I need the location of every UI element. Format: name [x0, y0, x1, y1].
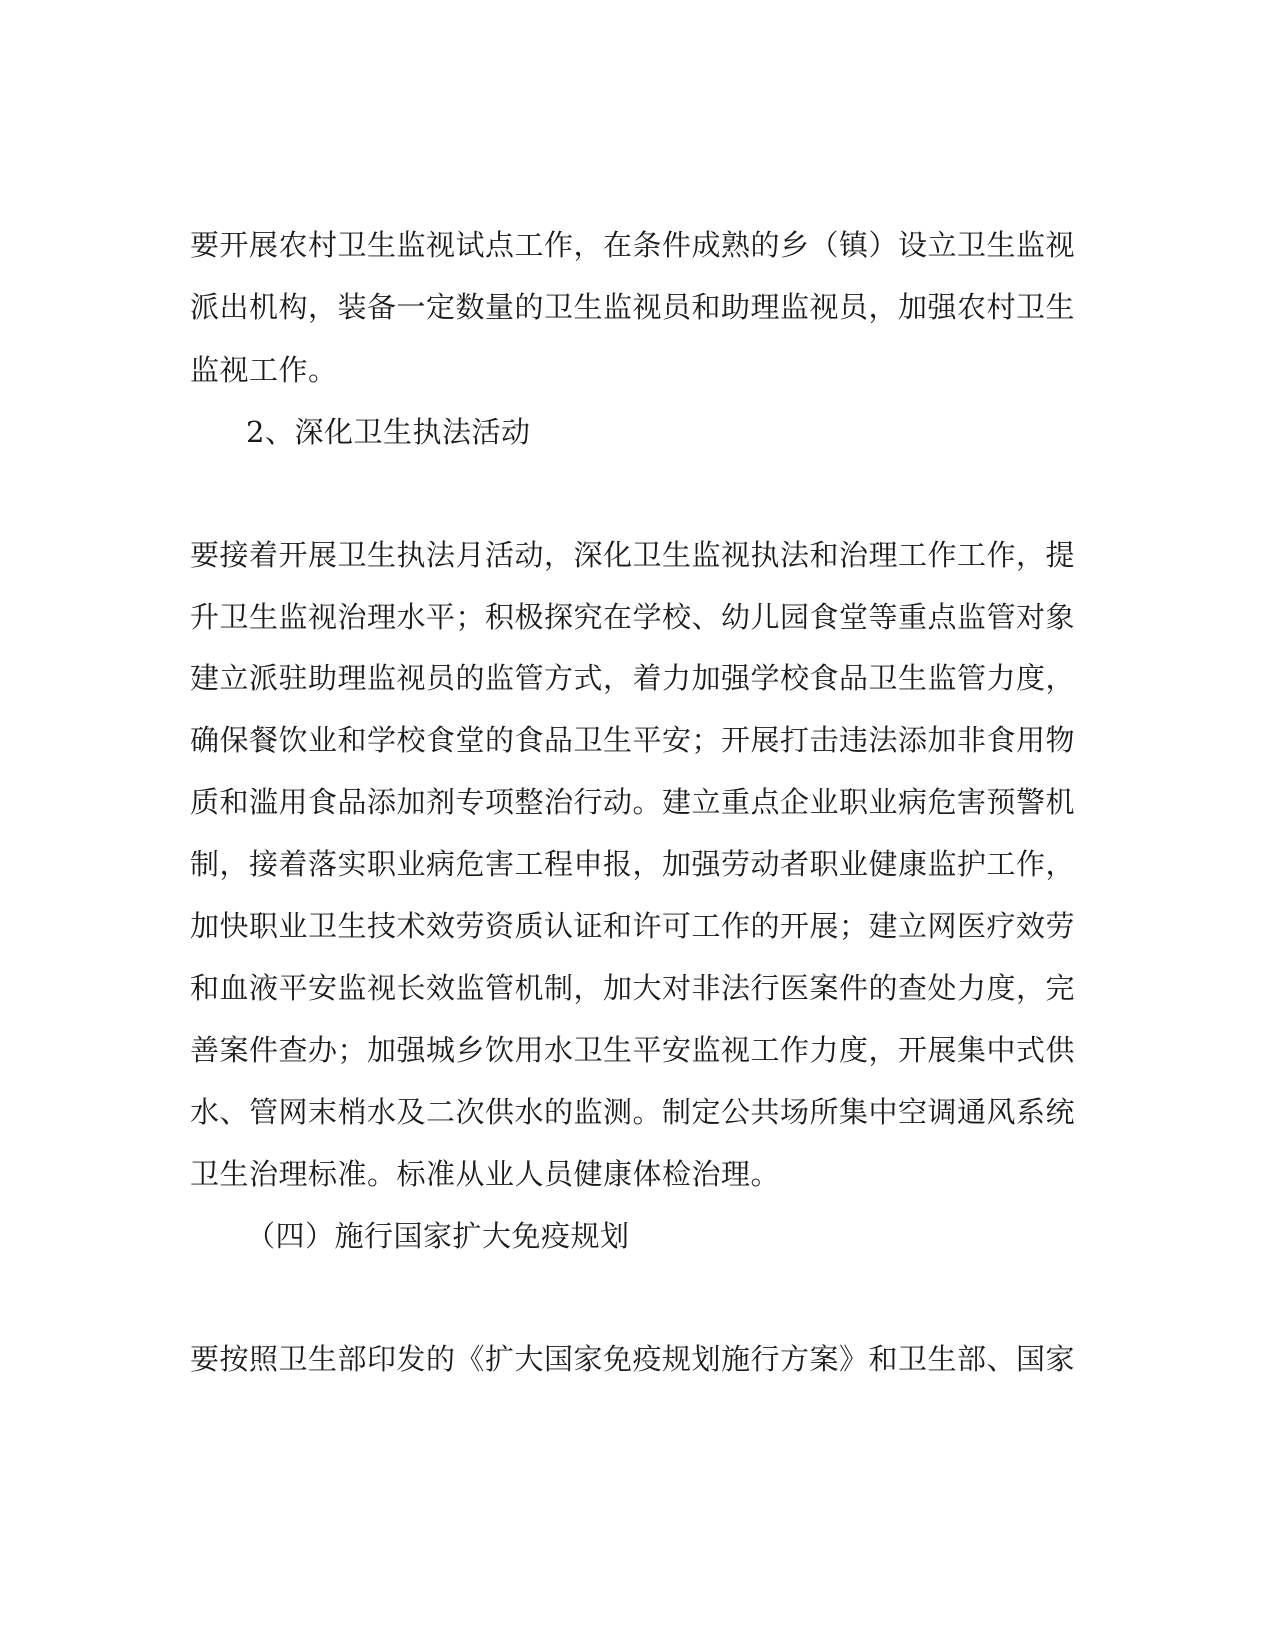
- paragraph-2-line-9: 善案件查办；加强城乡饮用水卫生平安监视工作力度，开展集中式供: [190, 1033, 1076, 1067]
- section-heading-2: 2、深化卫生执法活动: [246, 415, 531, 449]
- paragraph-2-line-5: 质和滥用食品添加剂专项整治行动。建立重点企业职业病危害预警机: [190, 785, 1076, 819]
- paragraph-2-line-6: 制，接着落实职业病危害工程申报，加强劳动者职业健康监护工作，: [190, 847, 1076, 881]
- paragraph-2-line-11: 卫生治理标准。标准从业人员健康体检治理。: [190, 1157, 781, 1191]
- paragraph-2-line-2: 升卫生监视治理水平；积极探究在学校、幼儿园食堂等重点监管对象: [190, 600, 1076, 634]
- paragraph-2-line-1: 要接着开展卫生执法月活动，深化卫生监视执法和治理工作工作，提: [190, 538, 1076, 572]
- paragraph-1-line-1: 要开展农村卫生监视试点工作，在条件成熟的乡（镇）设立卫生监视: [190, 228, 1076, 262]
- paragraph-1-line-3: 监视工作。: [190, 353, 338, 387]
- paragraph-2-line-7: 加快职业卫生技术效劳资质认证和许可工作的开展；建立网医疗效劳: [190, 909, 1076, 943]
- paragraph-2-line-4: 确保餐饮业和学校食堂的食品卫生平安；开展打击违法添加非食用物: [190, 723, 1076, 757]
- paragraph-2-line-10: 水、管网末梢水及二次供水的监测。制定公共场所集中空调通风系统: [190, 1095, 1076, 1129]
- paragraph-2-line-3: 建立派驻助理监视员的监管方式，着力加强学校食品卫生监管力度，: [190, 661, 1076, 695]
- paragraph-3-line-1: 要按照卫生部印发的《扩大国家免疫规划施行方案》和卫生部、国家: [190, 1342, 1076, 1376]
- paragraph-1-line-2: 派出机构，装备一定数量的卫生监视员和助理监视员，加强农村卫生: [190, 290, 1076, 324]
- paragraph-2-line-8: 和血液平安监视长效监管机制，加大对非法行医案件的查处力度，完: [190, 971, 1076, 1005]
- section-heading-4: （四）施行国家扩大免疫规划: [246, 1219, 630, 1253]
